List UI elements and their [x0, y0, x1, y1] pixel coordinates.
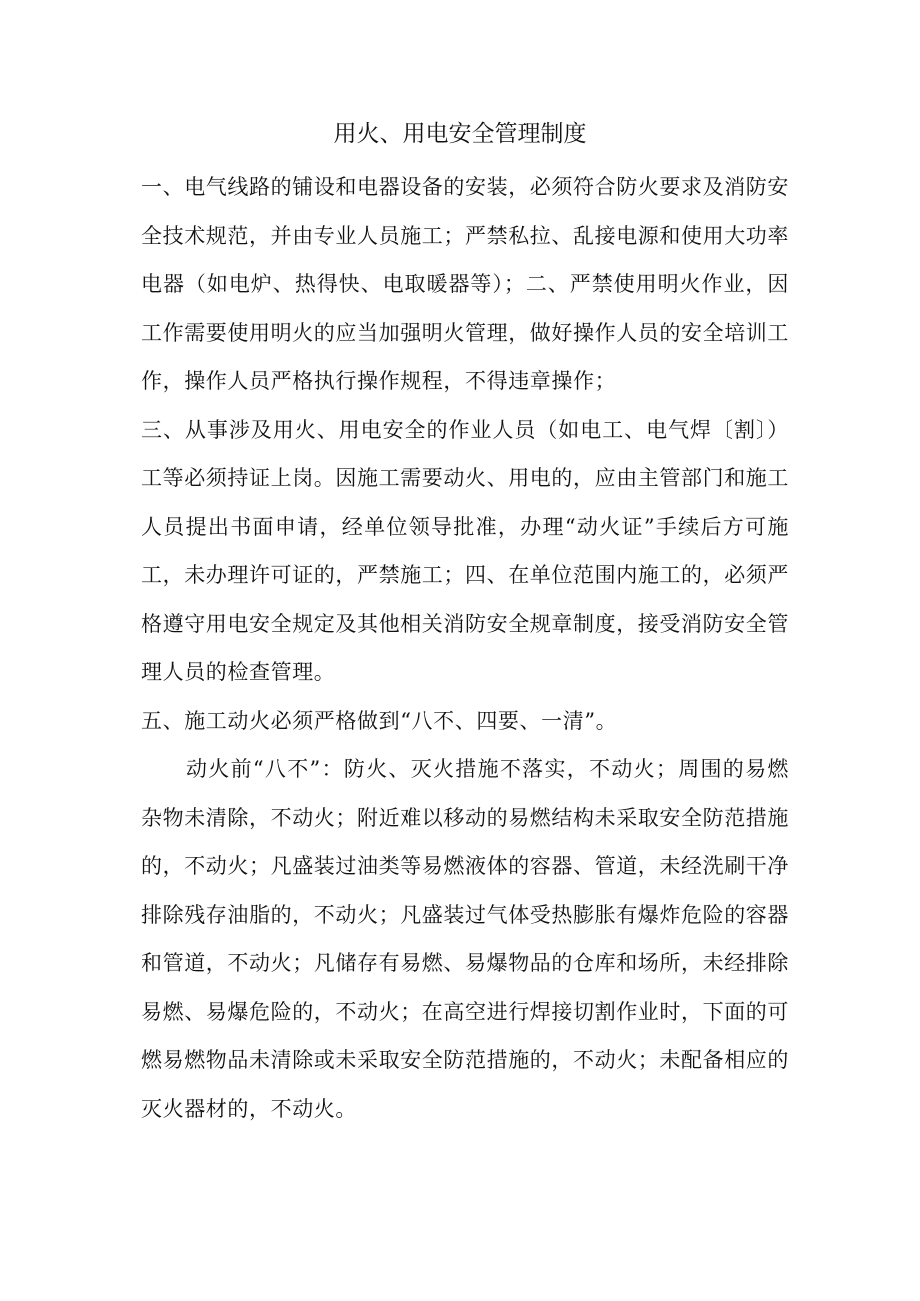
paragraph-section-5: 五、施工动火必须严格做到“八不、四要、一清”。 [141, 708, 618, 733]
document-body [141, 163, 789, 1133]
paragraph-eight-nots: 动火前“八不”：防火、灭火措施不落实，不动火；周围的易燃杂物未清除，不动火；附近难以移动的易燃结构未采取安全防范措施的，不动火；凡盛装过油类等易燃液体的容器、管道，未经洗刷干净排除残存油脂的，不动火；凡盛装过气体受热膨胀有爆炸危险的容器和管道，不动火；凡储存有易燃、易爆物品的仓库和场所，未经排除易燃、易爆危险的，不动火；在高空进行焊接切割作业时，下面的可燃易燃物品未清除或未采取安全防范措施的，不动火；未配备相应的灭火器材的，不动火。 [141, 757, 789, 1121]
document-title: 用火、用电安全管理制度 [333, 121, 587, 147]
paragraph-section-3-4: 三、从事涉及用火、用电安全的作业人员（如电工、电气焊〔割〕）工等必须持证上岗。因施工需要动火、用电的，应由主管部门和施工人员提出书面申请，经单位领导批准，办理“动火证”手续后方可施工，未办理许可证的，严禁施工；四、在单位范围内施工的，必须严格遵守用电安全规定及其他相关消防安全规章制度，接受消防安全管理人员的检查管理。 [141, 417, 790, 684]
paragraph-section-1-2: 一、电气线路的铺设和电器设备的安装，必须符合防火要求及消防安全技术规范，并由专业人员施工；严禁私拉、乱接电源和使用大功率电器（如电炉、热得快、电取暖器等）；二、严禁使用明火作业，因工作需要使用明火的应当加强明火管理，做好操作人员的安全培训工作，操作人员严格执行操作规程，不得违章操作； [141, 175, 789, 393]
